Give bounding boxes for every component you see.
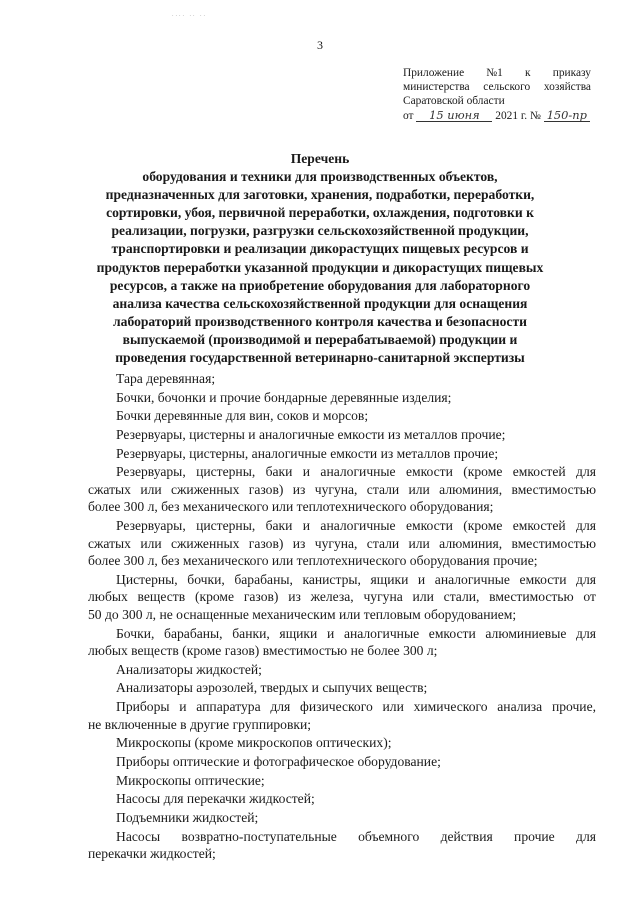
list-item-line: 50 до 300 л, не оснащенные механическим или тепловым оборудованием;: [88, 606, 517, 622]
list-item-line: перекачки жидкостей;: [88, 846, 216, 862]
list-item-line: любых веществ (кроме газов) из железа, чугуна или стали, вместимостью от: [88, 589, 596, 605]
page-number: 3: [317, 38, 323, 52]
appendix-word: Приложение: [403, 67, 465, 79]
list-item: [88, 698, 596, 733]
title-line: анализа качества сельскохозяйственной продукции для оснащения: [112, 295, 528, 311]
appendix-word: приказу: [552, 67, 591, 79]
list-item: [88, 517, 596, 570]
list-item-line: более 300 л, без механического или теплотехнического оборудования;: [88, 499, 494, 515]
appendix-line-3: Саратовской области: [403, 95, 505, 108]
handwritten-order-number: 150-пр: [544, 109, 590, 122]
appendix-year: 2021 г. №: [495, 109, 541, 122]
list-item-line: Анализаторы аэрозолей, твердых и сыпучих веществ;: [116, 680, 428, 696]
list-item-line: Приборы оптические и фотографическое оборудование;: [116, 753, 441, 769]
list-item-line: Бочки деревянные для вин, соков и морсов;: [116, 408, 369, 424]
equipment-list: [88, 370, 596, 864]
appendix-word: сельского: [483, 81, 531, 94]
list-item: [88, 809, 596, 827]
title-line: выпускаемой (производимой и перерабатываемой) продукции и: [122, 331, 518, 347]
title-line: сортировки, убоя, первичной переработки, охлаждения, подготовки к: [106, 205, 534, 221]
appendix-line-2: [403, 80, 591, 94]
scan-marks: .... .. ..: [172, 12, 207, 18]
list-item-line: более 300 л, без механического или теплотехнического оборудования прочие;: [88, 553, 538, 569]
handwritten-date: 15 июня: [416, 109, 492, 122]
appendix-date-prefix: от: [403, 109, 414, 122]
appendix-word: министерства: [403, 81, 470, 94]
appendix-word: к: [525, 67, 531, 79]
list-item: [88, 445, 596, 463]
list-item-line: Микроскопы оптические;: [116, 772, 265, 788]
list-item-line: Подъемники жидкостей;: [116, 810, 259, 825]
appendix-word: №1: [486, 67, 503, 79]
title-line: продуктов переработки указанной продукции и дикорастущих пищевых: [96, 259, 544, 275]
list-item: [88, 661, 596, 679]
appendix-line-1: [403, 66, 591, 80]
list-item: [88, 407, 596, 425]
title-line: предназначенных для заготовки, хранения, подработки, переработки,: [105, 187, 535, 203]
list-item: [88, 679, 596, 697]
title-line: проведения государственной ветеринарно-санитарной экспертизы: [115, 350, 525, 366]
list-item-line: Резервуары, цистерны, баки и аналогичные емкости (кроме емкостей для: [116, 518, 596, 534]
list-item: [88, 625, 596, 660]
list-item-line: Анализаторы жидкостей;: [116, 661, 262, 677]
list-item-line: сжатых или сжиженных газов) из чугуна, стали или алюминия, вместимостью: [88, 481, 596, 497]
title-lines: [60, 168, 580, 367]
list-item-line: Цистерны, бочки, барабаны, канистры, ящики и аналогичные емкости для: [116, 571, 596, 587]
list-item-line: Резервуары, цистерны и аналогичные емкости из металлов прочие;: [116, 427, 506, 443]
list-item-line: Бочки, барабаны, банки, ящики и аналогичные емкости алюминиевые для: [116, 625, 596, 641]
list-item: [88, 828, 596, 863]
appendix-header: [403, 66, 591, 123]
list-item: [88, 463, 596, 516]
list-item-line: Насосы возвратно-поступательные объемного действия прочие для: [116, 828, 596, 844]
list-item-line: Резервуары, цистерны, баки и аналогичные емкости (кроме емкостей для: [116, 464, 596, 480]
list-item-line: Микроскопы (кроме микроскопов оптических);: [116, 735, 392, 751]
list-item-line: Приборы и аппаратура для физического или химического анализа прочие,: [116, 699, 596, 715]
title-line: ресурсов, а также на приобретение оборудования для лабораторного: [109, 277, 531, 293]
appendix-line-4: [403, 109, 591, 123]
title-line: транспортировки и реализации дикорастущих пищевых ресурсов и: [111, 241, 529, 257]
title-line: оборудования и техники для производственных объектов,: [142, 169, 498, 185]
title-heading: Перечень: [290, 151, 350, 166]
list-item: [88, 389, 596, 407]
list-item: [88, 753, 596, 771]
list-item-line: сжатых или сжиженных газов) из чугуна, стали или алюминия, вместимостью: [88, 535, 596, 551]
list-item: [88, 790, 596, 808]
list-item-line: любых веществ (кроме газов) вместимостью не более 300 л;: [88, 643, 438, 658]
list-item-line: Насосы для перекачки жидкостей;: [116, 791, 315, 807]
list-item-line: Бочки, бочонки и прочие бондарные деревянные изделия;: [116, 389, 452, 405]
list-item: [88, 370, 596, 388]
title-line: реализации, погрузки, разгрузки сельскохозяйственной продукции,: [111, 223, 529, 239]
appendix-word: хозяйства: [543, 81, 591, 94]
list-item-line: Тара деревянная;: [116, 371, 216, 386]
title-line: лабораторий производственного контроля качества и безопасности: [113, 313, 527, 329]
list-item-line: Резервуары, цистерны, аналогичные емкости из металлов прочие;: [116, 445, 499, 461]
list-item: [88, 734, 596, 752]
list-item: [88, 772, 596, 790]
document-title: [60, 150, 580, 367]
list-item: [88, 571, 596, 624]
list-item-line: не включенные в другие группировки;: [88, 716, 312, 732]
list-item: [88, 426, 596, 444]
